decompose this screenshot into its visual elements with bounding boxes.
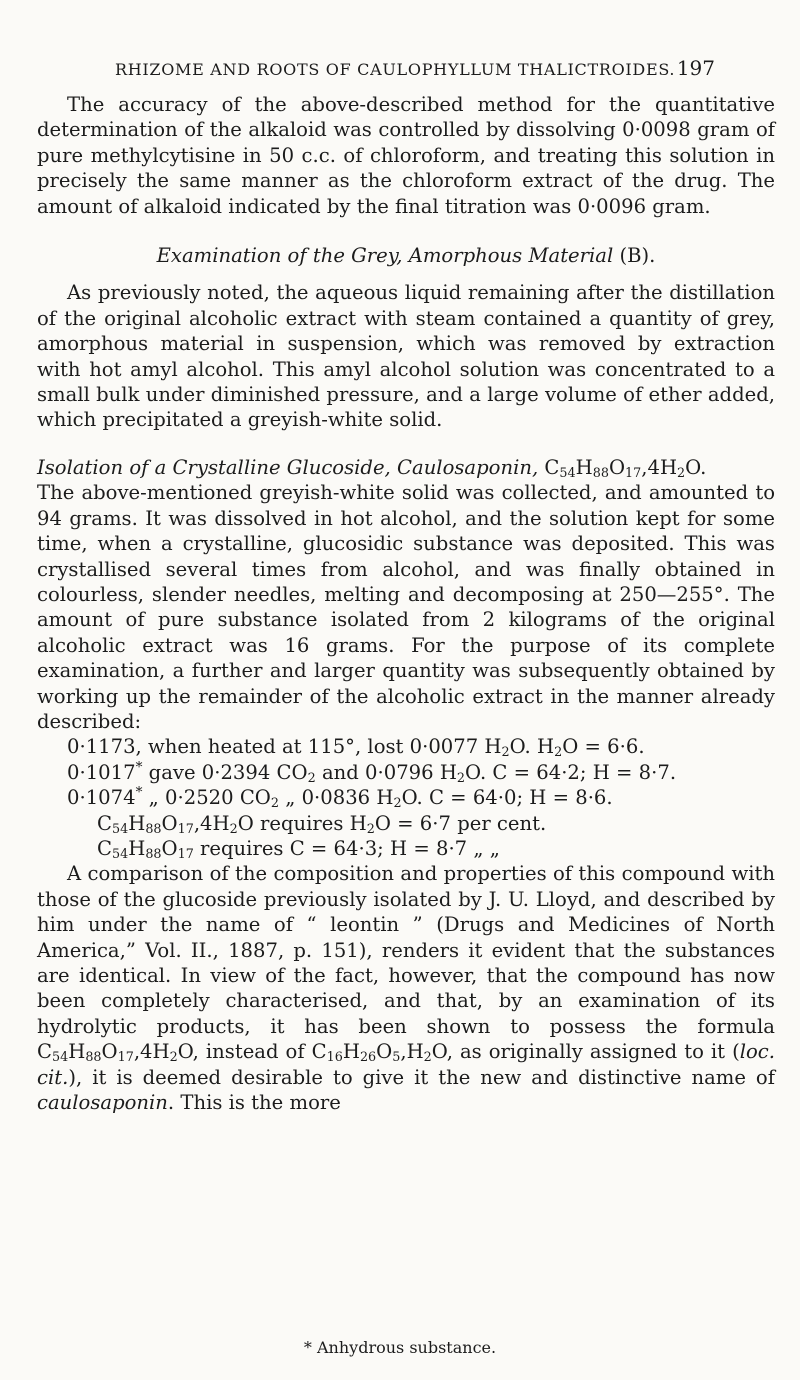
calculated-line-hydrate: $C_{54}H_{88}O_{17},4H_2O$ requires $H_2O = 6\cdot 7$ per cent. <box>97 811 547 837</box>
footnote-marker: * <box>135 759 143 776</box>
formula-c16: $C_{16}H_{26}O_5,H_2O$ <box>311 1040 447 1066</box>
compound-name: caulosaponin <box>37 1091 168 1115</box>
intro-paragraph: The accuracy of the above-described method for the quantitative determination of the alkaloid was controlled by dissolving 0·0098 gram of pure methylcytisine in 50 c.c. of chloroform, and treating this solution in precisely the same manner as the chloroform extract of the drug. The amount of alkaloid indicated by the final titration was 0·0096 gram. <box>37 93 775 218</box>
section-heading-label: (B). <box>619 244 656 268</box>
footnote <box>0 1338 800 1357</box>
comparison-paragraph: A comparison of the composition and properties of this compound with those of the glucoside previously isolated by J. U. Lloyd, and described by him under the name of “ leontin ” (Drugs and Medicines of North America,” Vol. II., 1887, p. 151), renders it evident that the substances are identical. In view of the fact, however, that the compound has now been completely characterised, and that, by an examination of its hydrolytic products, it has been shown to possess the formula $C_{54}H_{88}O_{17},4H_2O$, instead of $C_{16}H_{26}O_5,H_2O$, as originally assigned to it (loc. cit.), it is deemed desirable to give it the new and distinctive name of caulosaponin. This is the more <box>37 862 775 1115</box>
footnote-text: Anhydrous substance. <box>317 1338 497 1357</box>
section-heading-isolation <box>37 455 775 480</box>
page-number: 197 <box>676 56 715 80</box>
running-header <box>115 56 715 80</box>
calculated-line-anhydrous: $C_{54}H_{88}O_{17}$ requires C = 64·3; H = 8·7 „ „ <box>97 836 500 863</box>
grey-material-paragraph: As previously noted, the aqueous liquid remaining after the distillation of the original alcoholic extract with steam contained a quantity of grey, amorphous material in suspension, which was removed by extraction with hot amyl alcohol. This amyl alcohol solution was concentrated to a small bulk under diminished pressure, and a large volume of ether added, which precipitated a greyish-white solid. <box>37 281 775 432</box>
analysis-line-combustion-2: 0·1074* „ 0·2520 $CO_2$ „ 0·0836 $H_2O$. C = 64·0; H = 8·6. <box>67 784 613 812</box>
page-body <box>37 92 775 1115</box>
footnote-marker: * <box>135 784 143 801</box>
running-title: RHIZOME AND ROOTS OF CAULOPHYLLUM THALICTROIDES. <box>115 60 676 79</box>
analysis-line-water: 0·1173, when heated at 115°, lost 0·0077 $H_2O$. $H_2O = 6\cdot 6$. <box>67 735 645 761</box>
formula-c54: $C_{54}H_{88}O_{17},4H_2O$ <box>37 1040 193 1066</box>
isolation-paragraph: The above-mentioned greyish-white solid was collected, and amounted to 94 grams. It was dissolved in hot alcohol, and the solution kept for some time, when a crystalline, glucosidic substance was deposited. This was crystallised several times from alcohol, and was finally obtained in colourless, slender needles, melting and decomposing at 250—255°. The amount of pure substance isolated from 2 kilograms of the original alcoholic extract was 16 grams. For the purpose of its complete examination, a further and larger quantity was subsequently obtained by working up the remainder of the alcoholic extract in the manner already described: <box>37 481 775 733</box>
caulosaponin-hydrate-formula: $C_{54}H_{88}O_{17},4H_2O$. <box>544 455 707 482</box>
section-heading-text: Examination of the Grey, Amorphous Material <box>156 244 614 268</box>
isolation-heading-text: Isolation of a Crystalline Glucoside, Caulosaponin, <box>37 455 539 479</box>
analysis-line-combustion-1: 0·1017* gave 0·2394 $CO_2$ and 0·0796 $H_2O$. C = 64·2; H = 8·7. <box>67 759 677 786</box>
section-heading-grey-material <box>37 243 775 268</box>
footnote-mark: * <box>303 1338 312 1357</box>
loc-cit: loc. cit. <box>37 1040 775 1089</box>
